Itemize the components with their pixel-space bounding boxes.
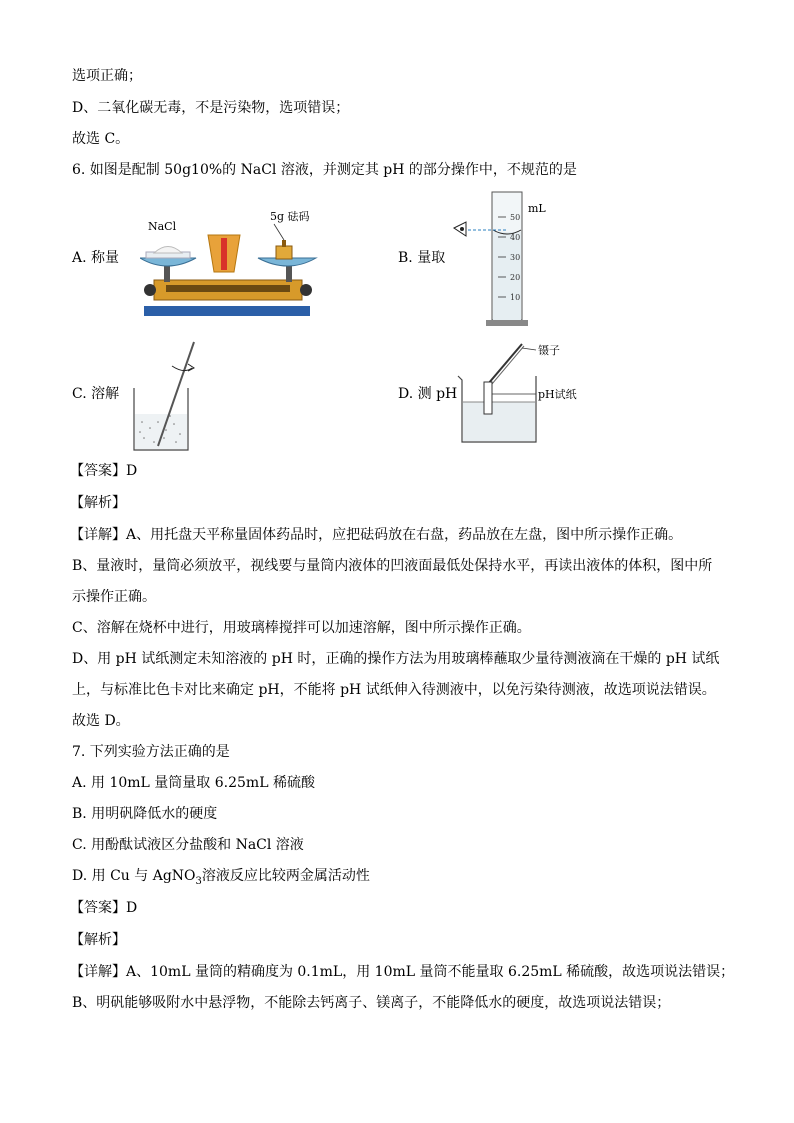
tick-label: 40 [510,233,521,242]
tweezers [488,344,522,384]
detail-line: C、溶解在烧杯中进行，用玻璃棒搅拌可以加速溶解，图中所示操作正确。 [72,620,531,636]
text-line: 选项正确； [72,68,142,84]
tick-label: 20 [510,273,521,282]
nacl-label: NaCl [148,220,177,233]
analysis-label: 【解析】 [70,932,126,948]
option-a-label: A. 称量 [72,250,120,266]
analysis-label: 【解析】 [70,495,126,511]
cylinder-figure [448,188,568,328]
tick-label: 10 [510,293,521,302]
weight-label: 5g 砝码 [270,210,310,223]
detail-line: 【详解】A、10mL 量筒的精确度为 0.1mL，用 10mL 量筒不能量取 6.25mL 稀硫酸，故选项说法错误； [70,964,735,980]
beaker-stir-figure [128,338,208,456]
option-d [72,866,370,892]
option-b-label: B. 量取 [398,250,446,266]
option-c-label: C. 溶解 [72,386,120,402]
text-line: 故选 C。 [72,131,130,147]
question-7-stem: 7. 下列实验方法正确的是 [72,744,230,760]
option-d-label: D. 测 pH [398,386,458,402]
option-d-text-rest: 溶液反应比较两金属活动性 [201,868,370,884]
option-d-text: D. 用 Cu 与 AgNO [72,868,196,884]
option-a: A. 用 10mL 量筒量取 6.25mL 稀硫酸 [72,775,315,791]
ml-label: mL [528,202,546,215]
option-b: B. 用明矾降低水的硬度 [72,806,218,822]
balance-base [144,306,310,316]
text-line: D、二氧化碳无毒，不是污染物，选项错误； [72,100,350,116]
tick-label: 30 [510,253,521,262]
option-c: C. 用酚酞试液区分盐酸和 NaCl 溶液 [72,837,304,853]
conclusion-line: 故选 D。 [72,713,130,729]
ph-paper [484,382,492,414]
detail-line: 上，与标准比色卡对比来确定 pH，不能将 pH 试纸伸入待测液中，以免污染待测液，故选项说法错误。 [72,682,716,698]
answer-label: 【答案】D [70,463,138,479]
detail-line: B、量液时，量筒必须放平，视线要与量筒内液体的凹液面最低处保持水平，再读出液体的体积，图中所 [72,558,713,574]
question-6-stem: 6. 如图是配制 50g10%的 NaCl 溶液，并测定其 pH 的部分操作中，不规范的是 [72,162,577,178]
subscript: 3 [195,875,202,887]
detail-line: D、用 pH 试纸测定未知溶液的 pH 时，正确的操作方法为用玻璃棒蘸取少量待测液滴在干燥的 pH 试纸 [72,651,720,667]
answer-label: 【答案】D [70,900,138,916]
ph-test-figure [452,338,592,448]
left-pan [140,258,196,266]
detail-line: 示操作正确。 [72,589,156,605]
detail-line: B、明矾能够吸附水中悬浮物，不能除去钙离子、镁离子，不能降低水的硬度，故选项说法错误； [72,995,671,1011]
tweezers-label: 镊子 [538,344,560,357]
weight-block [276,246,292,259]
nacl-pile [154,247,182,254]
tick-label: 50 [510,213,521,222]
balance-figure [140,200,340,322]
stir-arrow [172,366,192,371]
ph-paper-label: pH试纸 [538,388,577,401]
detail-line: 【详解】A、用托盘天平称量固体药品时，应把砝码放在右盘，药品放在左盘，图中所示操作正确。 [70,527,683,543]
